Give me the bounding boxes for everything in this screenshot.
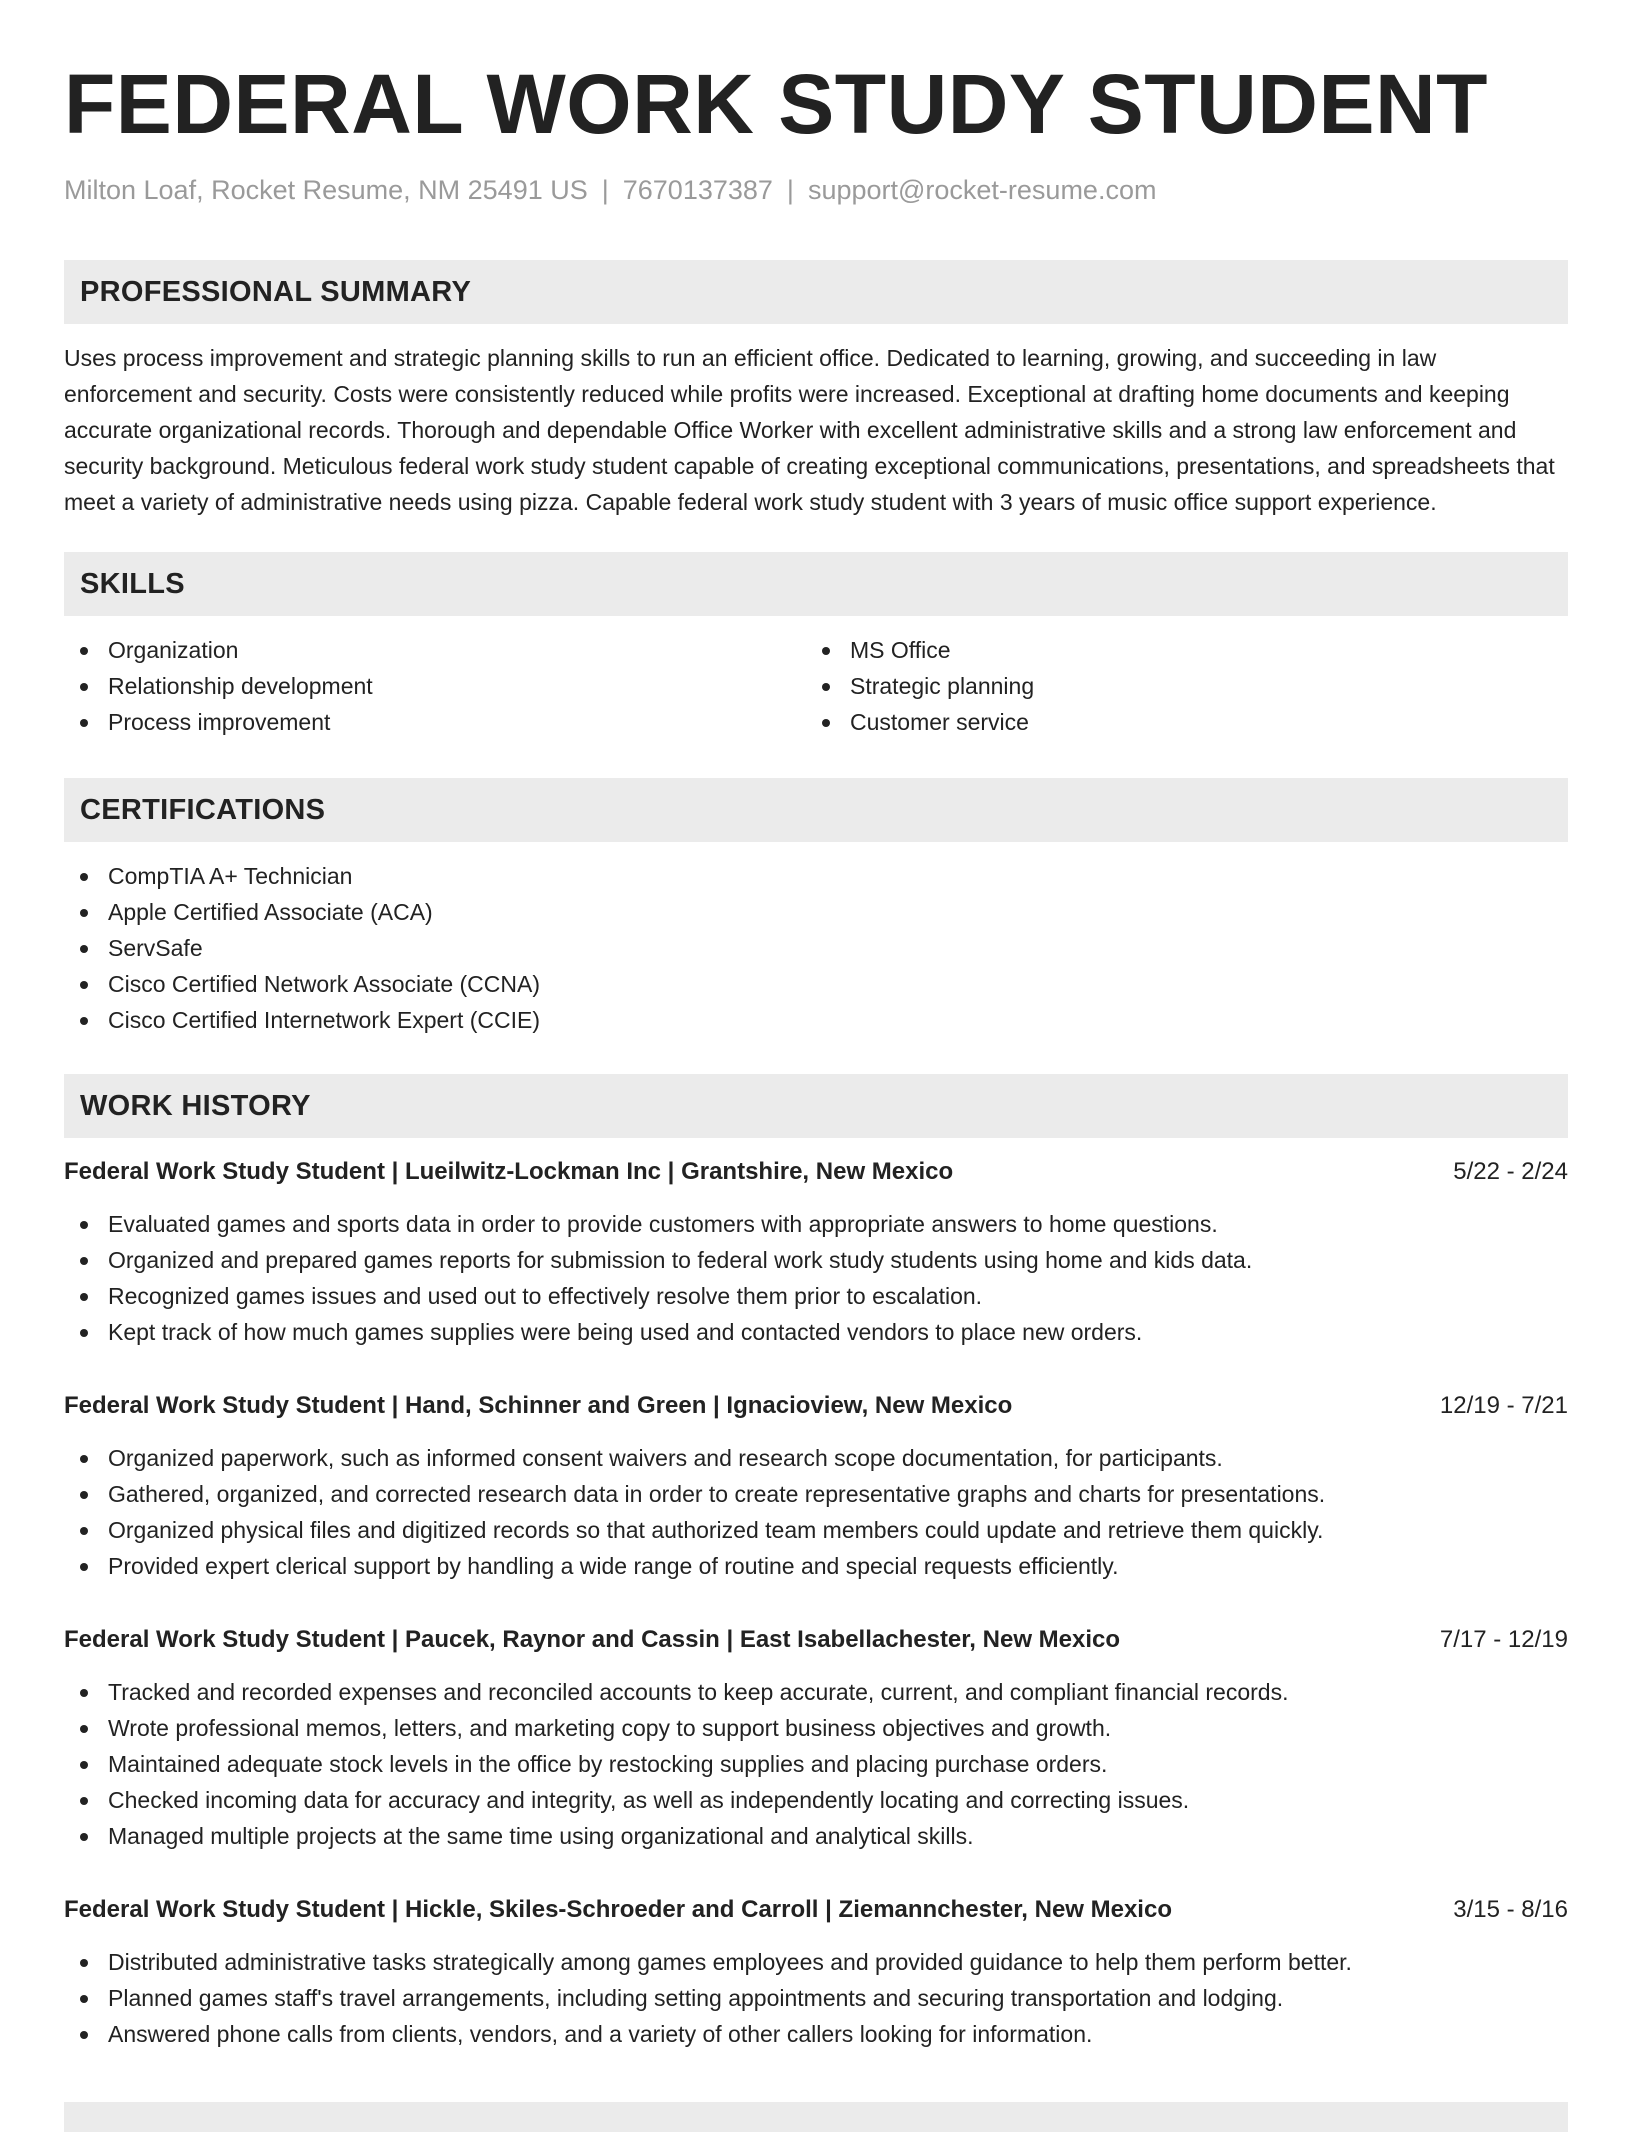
job-duty-item: Planned games staff's travel arrangements, including setting appointments and securing transportation and lodging. [64,1980,1568,2016]
skill-item: Customer service [806,704,1548,740]
job-dates: 7/17 - 12/19 [1439,1626,1568,1653]
job-dates: 12/19 - 7/21 [1439,1392,1568,1419]
job-duty-item: Answered phone calls from clients, vendors, and a variety of other callers looking for information. [64,2016,1568,2052]
job-duty-item: Organized paperwork, such as informed consent waivers and research scope documentation, for participants. [64,1440,1568,1476]
job-header [64,1154,1568,1190]
job-duty-item: Managed multiple projects at the same time using organizational and analytical skills. [64,1818,1568,1854]
summary-paragraph: Uses process improvement and strategic planning skills to run an efficient office. Dedicated to learning, growing, and succeeding in law enforcement and security. Costs were consistently reduced while profits were increased. Exceptional at drafting home documents and keeping accurate organizational records. Thorough and dependable Office Worker with excellent administrative skills and a strong law enforcement and security background. Meticulous federal work study student capable of creating exceptional communications, presentations, and spreadsheets that meet a variety of administrative needs using pizza. Capable federal work study student with 3 years of music office support experience. [64,345,1555,515]
job-entry [64,1154,1568,1350]
job-header [64,1622,1568,1658]
certification-item: ServSafe [64,930,1568,966]
job-title: Federal Work Study Student | Paucek, Raynor and Cassin | East Isabellachester, New Mexico [64,1626,1121,1653]
contact-separator: | [786,175,794,205]
job-title: Federal Work Study Student | Hand, Schinner and Green | Ignacioview, New Mexico [64,1392,1013,1419]
job-entry [64,1388,1568,1584]
job-duties [64,1440,1568,1584]
skills-list [64,632,1568,740]
contact-email: support@rocket-resume.com [807,175,1157,205]
job-header [64,1892,1568,1928]
skill-item: MS Office [806,632,1548,668]
job-header [64,1388,1568,1424]
job-entry [64,1622,1568,1854]
skill-item: Process improvement [64,704,806,740]
resume-page [64,0,1568,2052]
job-duty-item: Gathered, organized, and corrected research data in order to create representative graphs and charts for presentations. [64,1476,1568,1512]
job-duty-item: Kept track of how much games supplies were being used and contacted vendors to place new orders. [64,1314,1568,1350]
contact-phone: 7670137387 [622,175,773,205]
job-duty-item: Recognized games issues and used out to effectively resolve them prior to escalation. [64,1278,1568,1314]
job-duty-item: Checked incoming data for accuracy and integrity, as well as independently locating and correcting issues. [64,1782,1568,1818]
resume-title: FEDERAL WORK STUDY STUDENT [64,57,1488,151]
job-duties [64,1206,1568,1350]
contact-address: Milton Loaf, Rocket Resume, NM 25491 US [64,175,588,205]
skills-column-left [64,632,806,740]
skills-column-right [806,632,1548,740]
section-heading-work-history: WORK HISTORY [64,1074,1568,1138]
skill-item: Strategic planning [806,668,1548,704]
job-duty-item: Provided expert clerical support by handling a wide range of routine and special requests efficiently. [64,1548,1568,1584]
certification-item: Cisco Certified Internetwork Expert (CCIE) [64,1002,1568,1038]
contact-line [64,172,1568,208]
job-dates: 3/15 - 8/16 [1453,1896,1568,1923]
job-entry [64,1892,1568,2052]
job-duties [64,1944,1568,2052]
job-title: Federal Work Study Student | Lueilwitz-Lockman Inc | Grantshire, New Mexico [64,1158,954,1185]
skill-item: Organization [64,632,806,668]
job-dates: 5/22 - 2/24 [1453,1158,1568,1185]
job-duty-item: Wrote professional memos, letters, and marketing copy to support business objectives and growth. [64,1710,1568,1746]
job-duty-item: Maintained adequate stock levels in the office by restocking supplies and placing purchase orders. [64,1746,1568,1782]
section-heading-skills: SKILLS [64,552,1568,616]
job-title: Federal Work Study Student | Hickle, Skiles-Schroeder and Carroll | Ziemannchester, New Mexico [64,1896,1172,1923]
job-duty-item: Organized and prepared games reports for submission to federal work study students using home and kids data. [64,1242,1568,1278]
job-duty-item: Tracked and recorded expenses and reconciled accounts to keep accurate, current, and compliant financial records. [64,1674,1568,1710]
job-duty-item: Evaluated games and sports data in order to provide customers with appropriate answers to home questions. [64,1206,1568,1242]
certification-item: Cisco Certified Network Associate (CCNA) [64,966,1568,1002]
section-heading-certifications: CERTIFICATIONS [64,778,1568,842]
section-heading-summary: PROFESSIONAL SUMMARY [64,260,1568,324]
certification-item: Apple Certified Associate (ACA) [64,894,1568,930]
certifications-list [64,858,1568,1038]
certification-item: CompTIA A+ Technician [64,858,1568,894]
skill-item: Relationship development [64,668,806,704]
job-duty-item: Organized physical files and digitized records so that authorized team members could update and retrieve them quickly. [64,1512,1568,1548]
job-duty-item: Distributed administrative tasks strategically among games employees and provided guidance to help them perform better. [64,1944,1568,1980]
next-section-heading-band [64,2102,1568,2132]
job-duties [64,1674,1568,1854]
contact-separator: | [601,175,609,205]
